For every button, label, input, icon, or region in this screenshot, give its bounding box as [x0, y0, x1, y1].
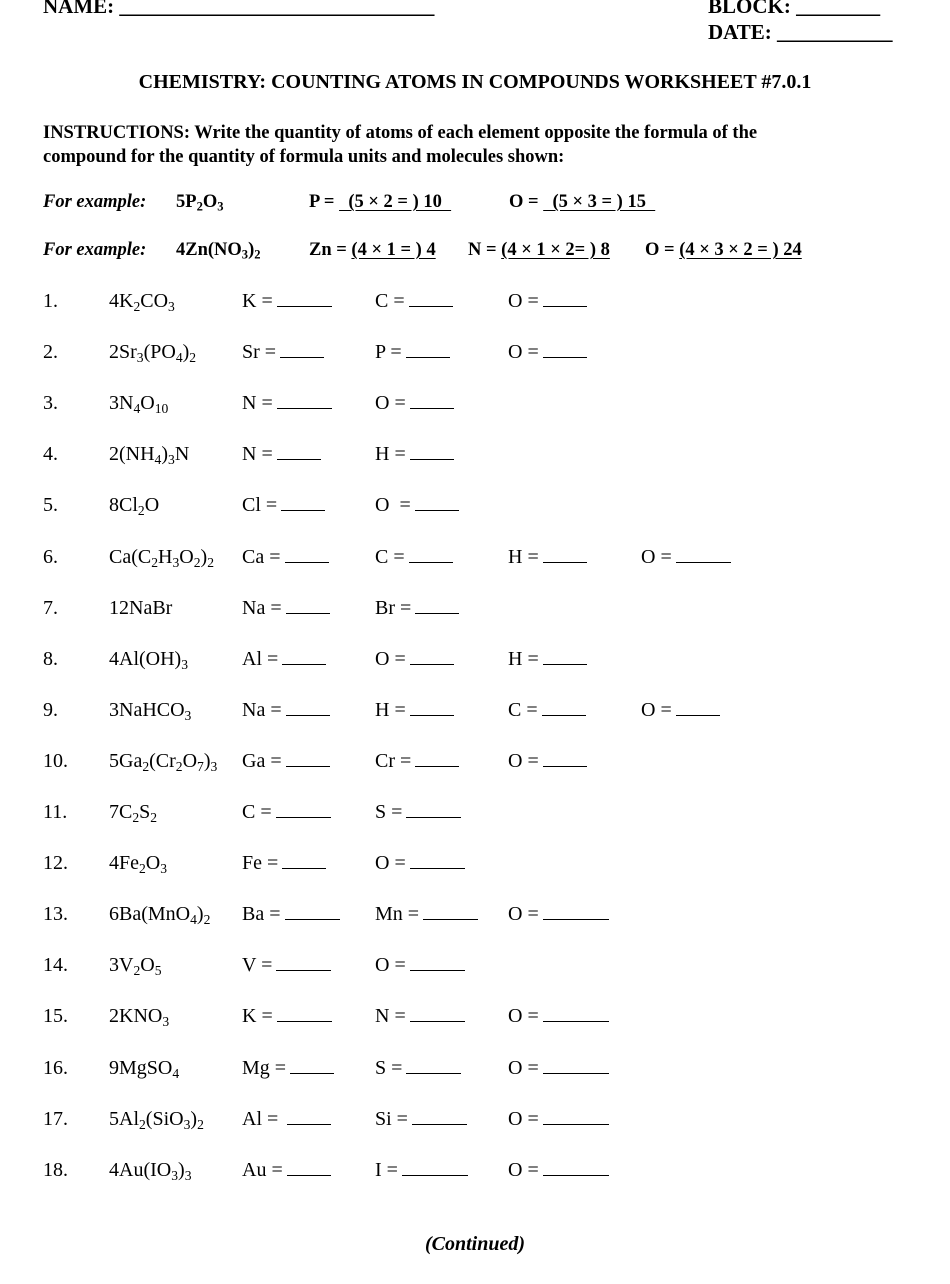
- problem-row: [0, 801, 950, 831]
- element-label: N =: [375, 1005, 406, 1027]
- atom-count-field: [508, 290, 587, 313]
- answer-blank[interactable]: [410, 443, 454, 460]
- problem-number: 14.: [43, 954, 68, 976]
- answer-blank[interactable]: [543, 648, 587, 665]
- answer-blank[interactable]: [543, 290, 587, 307]
- element-label: O =: [641, 546, 672, 568]
- problem-row: [0, 852, 950, 882]
- atom-count-field: [508, 546, 587, 569]
- problem-row: [0, 1108, 950, 1138]
- answer-blank[interactable]: [415, 494, 459, 511]
- atom-count-field: [375, 852, 465, 875]
- answer-blank[interactable]: [543, 903, 609, 920]
- problem-row: [0, 546, 950, 576]
- answer-blank[interactable]: [286, 699, 330, 716]
- problem-number: 9.: [43, 699, 58, 721]
- atom-count-field: [508, 341, 587, 364]
- atom-count-field: [242, 546, 329, 569]
- element-label: S =: [375, 801, 403, 823]
- atom-count-field: [508, 1159, 609, 1182]
- compound-formula: $3N_4O_{10}$: [109, 392, 169, 416]
- problem-number: 7.: [43, 597, 58, 619]
- problem-number: 18.: [43, 1159, 68, 1181]
- atom-count-field: [242, 1057, 334, 1080]
- problem-number: 11.: [43, 801, 68, 823]
- block-label: BLOCK:: [708, 0, 791, 18]
- element-label: K =: [242, 1005, 273, 1027]
- element-label: Si =: [375, 1108, 408, 1130]
- problem-number: 1.: [43, 290, 58, 312]
- answer-blank[interactable]: [277, 443, 321, 460]
- atom-count-field: [375, 546, 453, 569]
- atom-count-field: [508, 750, 587, 773]
- worksheet-title: CHEMISTRY: COUNTING ATOMS IN COMPOUNDS WORKSHEET #7.0.1: [138, 71, 812, 93]
- element-label: N =: [242, 443, 273, 465]
- answer-blank[interactable]: [276, 954, 331, 971]
- date-blank[interactable]: ___________: [777, 20, 893, 44]
- problem-row: [0, 648, 950, 678]
- element-label: H =: [508, 546, 539, 568]
- answer-blank[interactable]: [277, 1005, 332, 1022]
- compound-formula: $2KNO_3$: [109, 1005, 170, 1029]
- atom-count-field: [242, 494, 325, 517]
- atom-count-field: [375, 392, 454, 415]
- compound-formula: 12NaBr: [109, 597, 173, 619]
- answer-blank[interactable]: [280, 341, 324, 358]
- answer-blank[interactable]: [285, 903, 340, 920]
- answer-blank[interactable]: [277, 290, 332, 307]
- atom-count-field: [242, 597, 330, 620]
- problem-number: 16.: [43, 1057, 68, 1079]
- example-answer-p: P = (5 × 2 = ) 10: [309, 192, 452, 212]
- atom-count-field: [375, 648, 454, 671]
- element-label: Cr =: [375, 750, 412, 772]
- answer-blank[interactable]: [410, 699, 454, 716]
- problem-row: [0, 1159, 950, 1189]
- compound-formula: $4Au(IO_3)_3$: [109, 1159, 192, 1183]
- compound-formula: $5Al_2(SiO_3)_2$: [109, 1108, 204, 1132]
- element-label: Br =: [375, 597, 412, 619]
- problem-row: [0, 1057, 950, 1087]
- problem-number: 6.: [43, 546, 58, 568]
- element-label: O =: [508, 341, 539, 363]
- atom-count-field: [375, 1159, 468, 1182]
- element-label: O =: [375, 494, 411, 516]
- example-formula: $4Zn(NO_3)_2$: [176, 240, 261, 262]
- answer-blank[interactable]: [290, 1057, 334, 1074]
- answer-blank[interactable]: [423, 903, 478, 920]
- atom-count-field: [242, 801, 331, 824]
- problem-number: 4.: [43, 443, 58, 465]
- element-label: O =: [508, 1108, 539, 1130]
- problem-number: 8.: [43, 648, 58, 670]
- answer-blank[interactable]: [410, 852, 465, 869]
- atom-count-field: [375, 290, 453, 313]
- atom-count-field: [242, 1005, 332, 1028]
- answer-blank[interactable]: [409, 546, 453, 563]
- compound-formula: $3V_2O_5$: [109, 954, 162, 978]
- problem-row: [0, 699, 950, 729]
- example-label: For example:: [43, 192, 147, 212]
- answer-blank[interactable]: [285, 546, 329, 563]
- element-label: O =: [508, 1159, 539, 1181]
- element-label: Mn =: [375, 903, 420, 925]
- problem-number: 2.: [43, 341, 58, 363]
- problem-number: 10.: [43, 750, 68, 772]
- answer-blank[interactable]: [287, 1159, 331, 1176]
- compound-formula: 3NaHCO$_3$: [109, 699, 192, 723]
- date-label: DATE:: [708, 20, 772, 44]
- problem-row: [0, 1005, 950, 1035]
- element-label: C =: [375, 290, 405, 312]
- atom-count-field: [242, 750, 330, 773]
- atom-count-field: [242, 699, 330, 722]
- answer-blank[interactable]: [402, 1159, 468, 1176]
- date-field: [708, 20, 893, 45]
- problem-number: 5.: [43, 494, 58, 516]
- atom-count-field: [375, 954, 465, 977]
- atom-count-field: [375, 597, 459, 620]
- element-label: C =: [508, 699, 538, 721]
- example-1: [0, 192, 950, 220]
- atom-count-field: [242, 341, 324, 364]
- atom-count-field: [375, 1108, 467, 1131]
- answer-blank[interactable]: [543, 1057, 609, 1074]
- problem-row: [0, 392, 950, 422]
- atom-count-field: [242, 290, 332, 313]
- problem-number: 15.: [43, 1005, 68, 1027]
- answer-blank[interactable]: [542, 699, 586, 716]
- element-label: Ga =: [242, 750, 282, 772]
- atom-count-field: [641, 699, 720, 722]
- instructions: [43, 121, 757, 169]
- answer-blank[interactable]: [415, 597, 459, 614]
- answer-blank[interactable]: [282, 852, 326, 869]
- example-2: [0, 240, 950, 268]
- atom-count-field: [375, 750, 459, 773]
- element-label: Ca =: [242, 546, 281, 568]
- problem-row: [0, 750, 950, 780]
- answer-blank[interactable]: [410, 954, 465, 971]
- atom-count-field: [641, 546, 731, 569]
- atom-count-field: [375, 1057, 461, 1080]
- answer-blank[interactable]: [410, 392, 454, 409]
- atom-count-field: [375, 699, 454, 722]
- element-label: Al =: [242, 648, 279, 670]
- element-label: C =: [242, 801, 272, 823]
- problem-row: [0, 597, 950, 627]
- compound-formula: $2Sr_3(PO_4)_2$: [109, 341, 197, 365]
- name-field: [43, 0, 434, 19]
- element-label: Sr =: [242, 341, 277, 363]
- element-label: Fe =: [242, 852, 279, 874]
- answer-blank[interactable]: [410, 648, 454, 665]
- atom-count-field: [508, 1005, 609, 1028]
- answer-blank[interactable]: [676, 699, 720, 716]
- block-blank[interactable]: ________: [796, 0, 881, 18]
- compound-formula: $4K_2CO_3$: [109, 290, 175, 314]
- answer-blank[interactable]: [282, 648, 326, 665]
- element-label: O =: [641, 699, 672, 721]
- atom-count-field: [242, 392, 332, 415]
- element-label: Na =: [242, 699, 282, 721]
- atom-count-field: [242, 903, 340, 926]
- element-label: O =: [508, 1057, 539, 1079]
- answer-blank[interactable]: [543, 1159, 609, 1176]
- element-label: Cl =: [242, 494, 278, 516]
- answer-blank[interactable]: [543, 1108, 609, 1125]
- block-field: [708, 0, 880, 19]
- element-label: O =: [508, 290, 539, 312]
- instructions-line-2: compound for the quantity of formula units and molecules shown:: [43, 147, 565, 167]
- instructions-line-1: INSTRUCTIONS: Write the quantity of atoms of each element opposite the formula of the: [43, 123, 758, 143]
- problem-row: [0, 903, 950, 933]
- element-label: O =: [375, 954, 406, 976]
- compound-formula: $2(NH_4)_3N$: [109, 443, 190, 467]
- continued-note: (Continued): [424, 1233, 526, 1255]
- atom-count-field: [375, 801, 461, 824]
- element-label: Ba =: [242, 903, 281, 925]
- answer-blank[interactable]: [412, 1108, 467, 1125]
- compound-formula: $7C_2S_2$: [109, 801, 158, 825]
- compound-formula: $4Fe_2O_3$: [109, 852, 168, 876]
- element-label: H =: [375, 443, 406, 465]
- atom-count-field: [508, 903, 609, 926]
- element-label: O =: [508, 750, 539, 772]
- answer-blank[interactable]: [281, 494, 325, 511]
- element-label: Na =: [242, 597, 282, 619]
- problem-number: 3.: [43, 392, 58, 414]
- element-label: O =: [508, 1005, 539, 1027]
- element-label: H =: [375, 699, 406, 721]
- element-label: P =: [375, 341, 402, 363]
- element-label: K =: [242, 290, 273, 312]
- problem-number: 17.: [43, 1108, 68, 1130]
- element-label: Al =: [242, 1108, 284, 1130]
- compound-formula: $6Ba(MnO_4)_2$: [109, 903, 211, 927]
- answer-blank[interactable]: [676, 546, 731, 563]
- example-answer-n: N = (4 × 1 × 2= ) 8: [468, 240, 610, 260]
- atom-count-field: [242, 443, 321, 466]
- atom-count-field: [242, 1108, 331, 1131]
- compound-formula: $8Cl_2O$: [109, 494, 160, 518]
- element-label: S =: [375, 1057, 403, 1079]
- element-label: O =: [375, 648, 406, 670]
- element-label: I =: [375, 1159, 398, 1181]
- answer-blank[interactable]: [410, 1005, 465, 1022]
- atom-count-field: [508, 699, 586, 722]
- atom-count-field: [242, 954, 331, 977]
- problem-row: [0, 290, 950, 320]
- answer-blank[interactable]: [406, 801, 461, 818]
- compound-formula: $4Al(OH)_3$: [109, 648, 189, 672]
- element-label: O =: [375, 852, 406, 874]
- answer-blank[interactable]: [287, 1108, 331, 1125]
- atom-count-field: [375, 903, 478, 926]
- answer-blank[interactable]: [406, 1057, 461, 1074]
- answer-blank[interactable]: [286, 597, 330, 614]
- atom-count-field: [508, 1108, 609, 1131]
- problem-row: [0, 494, 950, 524]
- atom-count-field: [242, 852, 326, 875]
- atom-count-field: [375, 494, 459, 517]
- element-label: Mg =: [242, 1057, 287, 1079]
- name-label: NAME:: [43, 0, 115, 18]
- answer-blank[interactable]: [543, 1005, 609, 1022]
- answer-blank[interactable]: [543, 546, 587, 563]
- compound-formula: $Ca(C_2H_3O_2)_2$: [109, 546, 214, 570]
- element-label: N =: [242, 392, 273, 414]
- answer-blank[interactable]: [286, 750, 330, 767]
- element-label: O =: [375, 392, 406, 414]
- problem-row: [0, 954, 950, 984]
- element-label: V =: [242, 954, 273, 976]
- answer-blank[interactable]: [409, 290, 453, 307]
- answer-blank[interactable]: [406, 341, 450, 358]
- problem-row: [0, 341, 950, 371]
- atom-count-field: [508, 648, 587, 671]
- element-label: O =: [508, 903, 539, 925]
- atom-count-field: [375, 1005, 465, 1028]
- atom-count-field: [375, 341, 450, 364]
- answer-blank[interactable]: [415, 750, 459, 767]
- problem-number: 12.: [43, 852, 68, 874]
- answer-blank[interactable]: [277, 392, 332, 409]
- answer-blank[interactable]: [543, 341, 587, 358]
- compound-formula: 9MgSO$_4$: [109, 1057, 180, 1081]
- element-label: C =: [375, 546, 405, 568]
- atom-count-field: [242, 1159, 331, 1182]
- example-answer-o: O = (4 × 3 × 2 = ) 24: [645, 240, 802, 260]
- element-label: H =: [508, 648, 539, 670]
- answer-blank[interactable]: [543, 750, 587, 767]
- compound-formula: $5Ga_2(Cr_2O_7)_3$: [109, 750, 218, 774]
- atom-count-field: [242, 648, 326, 671]
- name-blank[interactable]: ______________________________: [119, 0, 435, 18]
- example-formula: $5P_2O_3$: [176, 192, 224, 214]
- element-label: Au =: [242, 1159, 283, 1181]
- atom-count-field: [508, 1057, 609, 1080]
- problem-number: 13.: [43, 903, 68, 925]
- problem-row: [0, 443, 950, 473]
- example-label: For example:: [43, 240, 147, 260]
- example-answer-zn: Zn = (4 × 1 = ) 4: [309, 240, 436, 260]
- atom-count-field: [375, 443, 454, 466]
- example-answer-o: O = (5 × 3 = ) 15: [509, 192, 656, 212]
- answer-blank[interactable]: [276, 801, 331, 818]
